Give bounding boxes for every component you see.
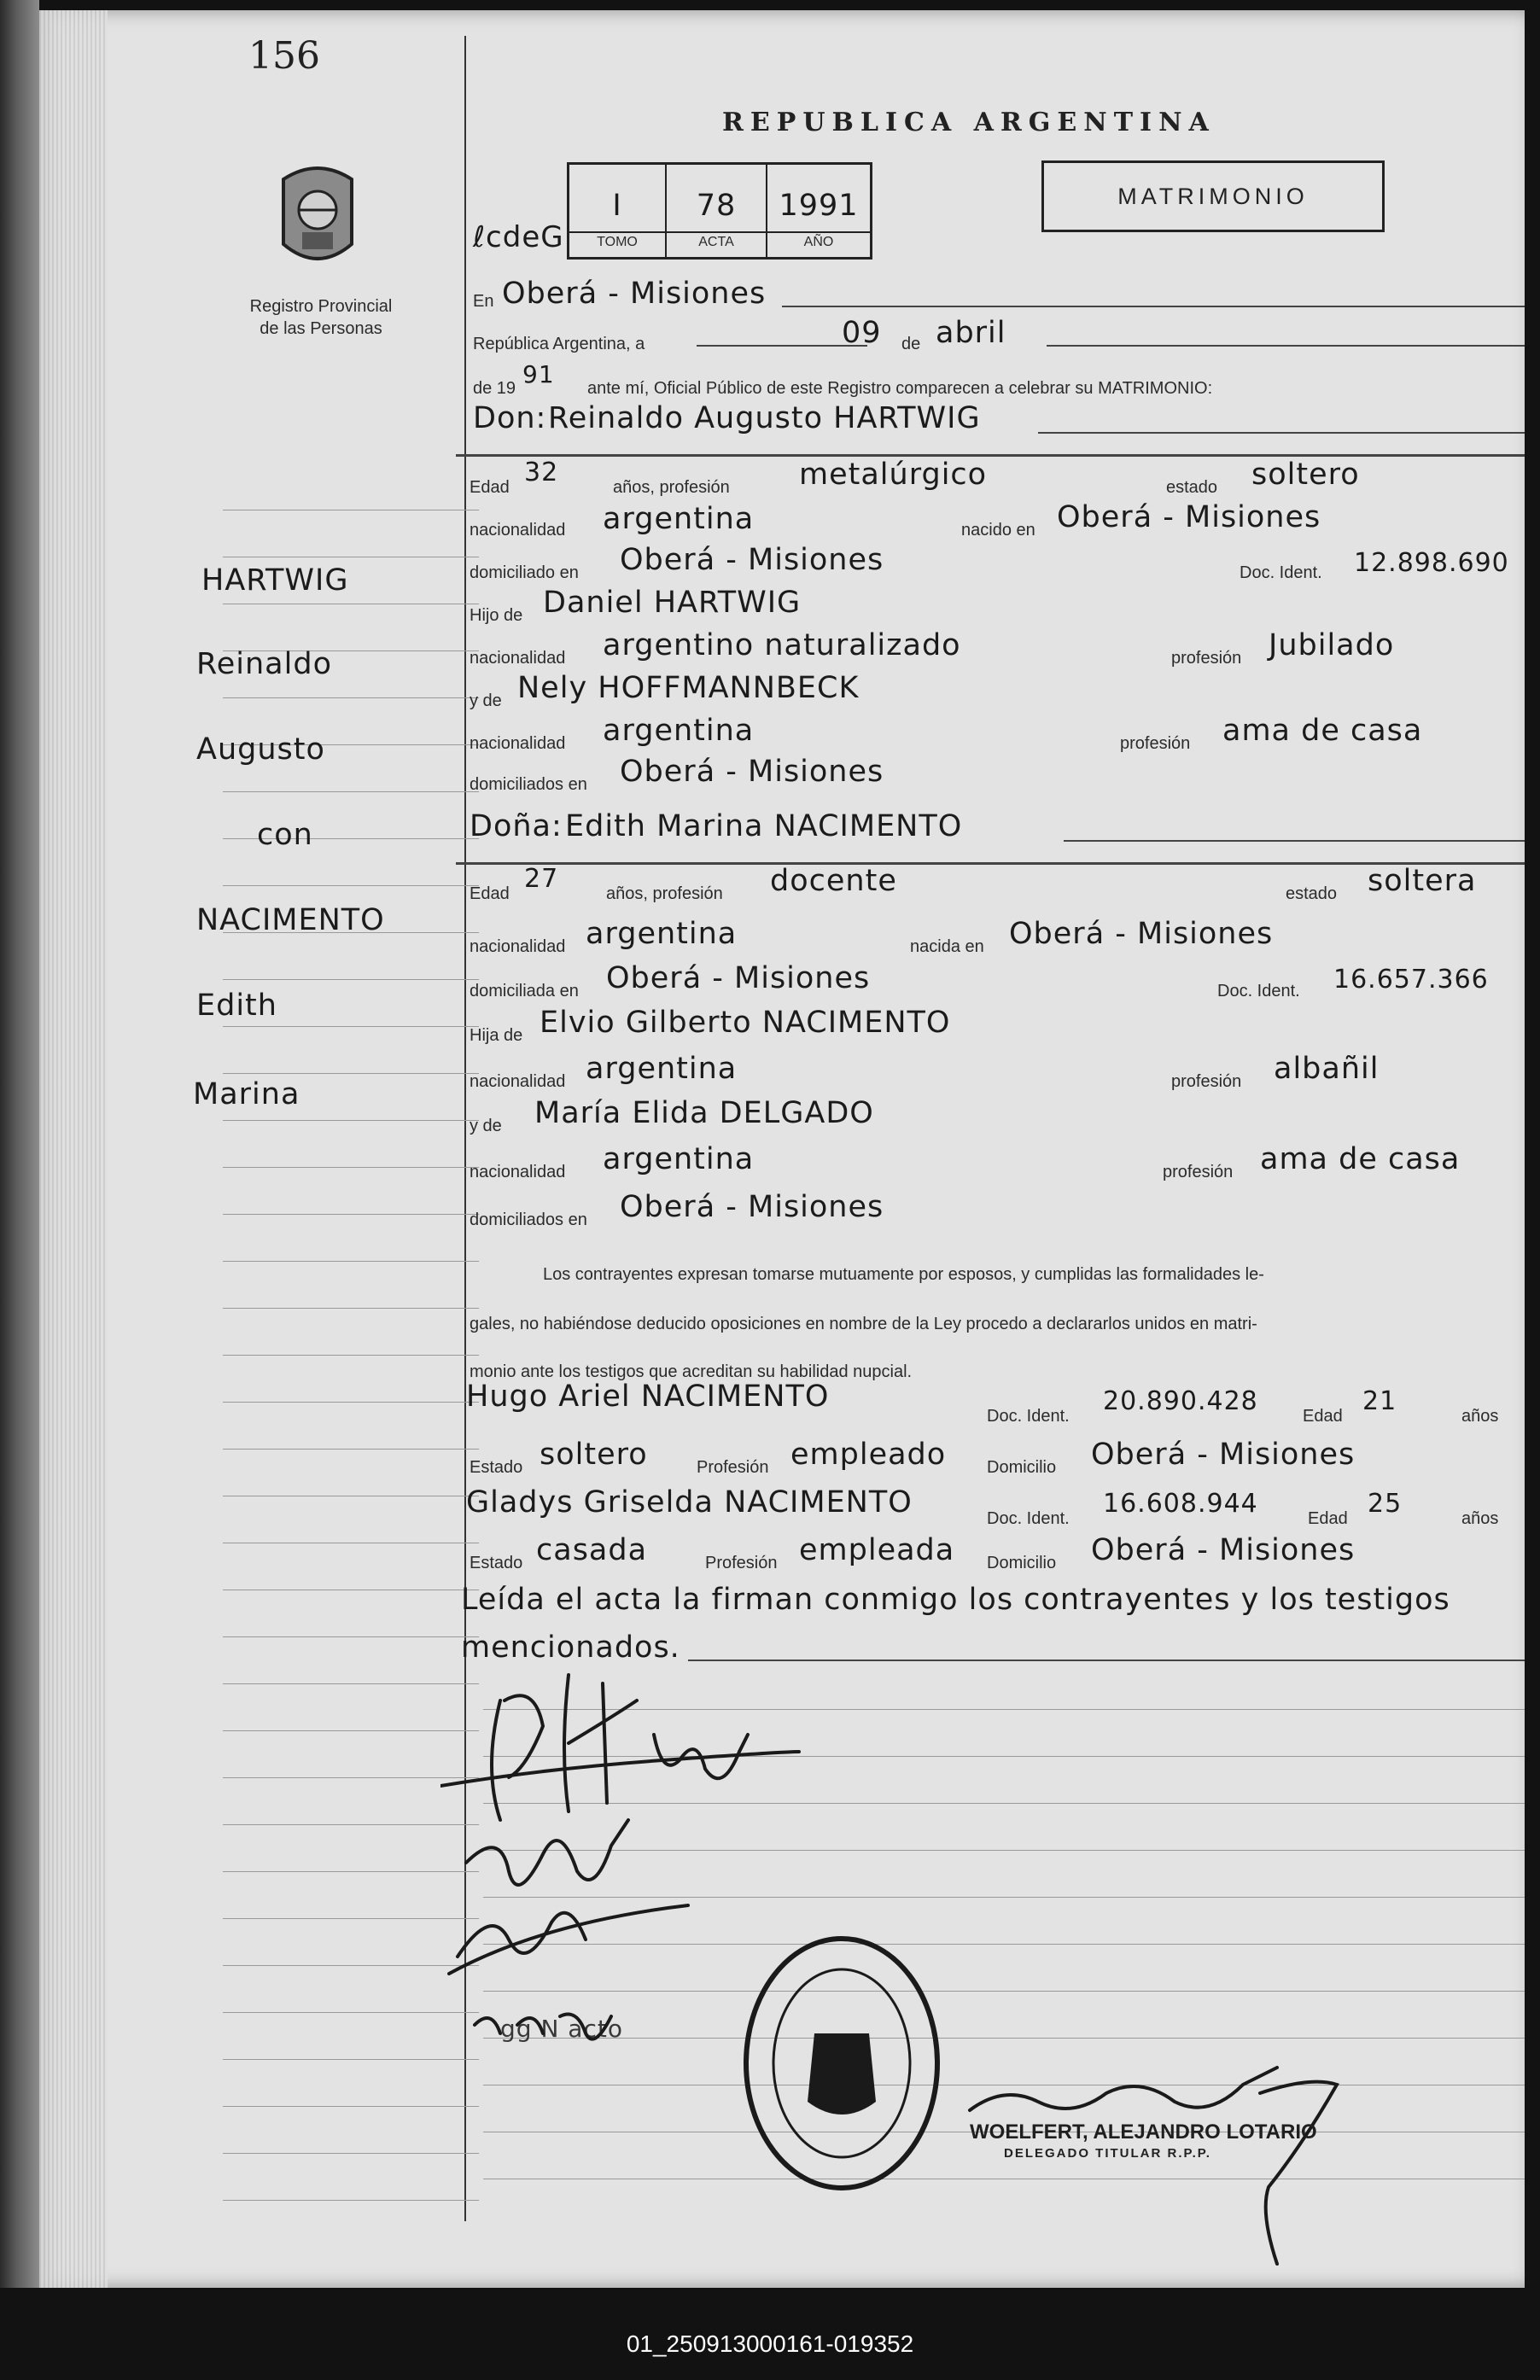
nacido-label: nacido en: [961, 521, 1035, 540]
registry-emblem: [277, 162, 359, 271]
yde-label: y de: [470, 1117, 502, 1135]
groom-mother: Nely HOFFMANNBECK: [517, 671, 860, 705]
anos-label: años: [1461, 1509, 1499, 1528]
reference-note: ℓcdeG: [473, 220, 564, 254]
bride-name: Edith Marina NACIMENTO: [565, 809, 963, 843]
domiciliada-label: domiciliada en: [470, 982, 579, 1000]
don-label: Don:: [473, 401, 547, 435]
witness2-profesion: empleada: [799, 1533, 955, 1567]
intro-day: 09: [842, 316, 882, 350]
margin-note: HARTWIG: [201, 563, 349, 598]
yde-label: y de: [470, 691, 502, 710]
groom-mother-prof: ama de casa: [1222, 714, 1423, 748]
hija-label: Hija de: [470, 1026, 523, 1045]
intro-place: Oberá - Misiones: [502, 277, 767, 311]
acta-value: 78: [696, 189, 737, 223]
de-label: de: [901, 335, 921, 353]
registry-seal: [739, 1931, 944, 2196]
margin-note: Edith: [196, 989, 277, 1023]
margin-note: con: [257, 818, 313, 852]
groom-domicilio: Oberá - Misiones: [620, 543, 884, 577]
registry-number-box: [567, 162, 872, 260]
estado-label: estado: [1166, 478, 1218, 497]
anos-profesion-label: años, profesión: [613, 478, 730, 497]
declaration-line: Los contrayentes expresan tomarse mutuamente por esposos, y cumplidas las formalidades le-: [543, 1265, 1264, 1284]
witness2-edad: 25: [1368, 1489, 1403, 1519]
margin-note: Reinaldo: [196, 647, 332, 681]
profesion-label: Profesión: [705, 1554, 778, 1572]
edad-label: Edad: [470, 478, 510, 497]
witness1-domicilio: Oberá - Misiones: [1091, 1438, 1356, 1472]
intro-text: ante mí, Oficial Público de este Registro comparecen a celebrar su MATRIMONIO:: [587, 379, 1213, 398]
groom-parents-dom: Oberá - Misiones: [620, 755, 884, 789]
profesion-label: profesión: [1171, 649, 1242, 668]
margin-note: NACIMENTO: [196, 903, 385, 937]
bride-parents-dom: Oberá - Misiones: [620, 1190, 884, 1224]
witness1-doc: 20.890.428: [1103, 1386, 1258, 1416]
nacionalidad-label: nacionalidad: [470, 521, 566, 540]
en-label: En: [473, 292, 494, 311]
bride-mother-prof: ama de casa: [1260, 1142, 1461, 1176]
ledger-page: [39, 10, 1525, 2288]
witness1-name: Hugo Ariel NACIMENTO: [466, 1380, 830, 1414]
edad-label: Edad: [470, 884, 510, 903]
witness2-doc: 16.608.944: [1103, 1489, 1258, 1519]
bride-mother-nac: argentina: [603, 1142, 755, 1176]
estado-label: Estado: [470, 1554, 523, 1572]
nacionalidad-label: nacionalidad: [470, 1072, 566, 1091]
margin-note: Augusto: [196, 732, 325, 767]
estado-label: estado: [1286, 884, 1338, 903]
anos-label: años: [1461, 1407, 1499, 1426]
bride-doc: 16.657.366: [1333, 965, 1489, 995]
doc-type-box: [1041, 160, 1385, 232]
bride-father-prof: albañil: [1274, 1052, 1380, 1086]
tomo-value: I: [612, 189, 622, 223]
bride-father: Elvio Gilberto NACIMENTO: [540, 1006, 951, 1040]
profesion-label: Profesión: [697, 1458, 769, 1477]
witness1-estado: soltero: [540, 1438, 648, 1472]
groom-father-prof: Jubilado: [1269, 628, 1395, 662]
groom-father: Daniel HARTWIG: [543, 586, 802, 620]
profesion-label: profesión: [1120, 734, 1191, 753]
groom-estado: soltero: [1251, 458, 1360, 492]
acta-label: ACTA: [698, 235, 734, 249]
witness1-edad: 21: [1362, 1386, 1397, 1416]
ano-label: AÑO: [803, 235, 834, 249]
bride-mother: María Elida DELGADO: [534, 1096, 874, 1130]
officer-signature: [936, 2042, 1414, 2288]
groom-name: Reinaldo Augusto HARTWIG: [548, 401, 981, 435]
witness2-domicilio: Oberá - Misiones: [1091, 1533, 1356, 1567]
witness2-name: Gladys Griselda NACIMENTO: [466, 1485, 913, 1520]
nacionalidad-label: nacionalidad: [470, 734, 566, 753]
bride-father-nac: argentina: [586, 1052, 738, 1086]
dona-label: Doña:: [470, 809, 563, 843]
witness1-profesion: empleado: [790, 1438, 947, 1472]
domicilio-label: Domicilio: [987, 1458, 1057, 1477]
margin-note: Marina: [193, 1077, 300, 1111]
page-edges: [39, 10, 108, 2288]
tomo-label: TOMO: [597, 235, 638, 249]
doc-type: MATRIMONIO: [1117, 184, 1309, 209]
bride-estado: soltera: [1368, 864, 1477, 898]
witness2-estado: casada: [536, 1533, 648, 1567]
hijo-label: Hijo de: [470, 606, 523, 625]
declaration-line: gales, no habiéndose deducido oposiciones en nombre de la Ley procedo a declararlos unidos en matri-: [470, 1315, 1257, 1333]
year-suffix: 91: [522, 360, 555, 388]
bride-nacida: Oberá - Misiones: [1009, 917, 1274, 951]
page-number: 156: [248, 34, 320, 78]
edad-label: Edad: [1308, 1509, 1348, 1528]
intro-month: abril: [936, 316, 1006, 350]
domiciliados-label: domiciliados en: [470, 775, 587, 794]
groom-nacionalidad: argentina: [603, 502, 755, 536]
year-prefix: de 19: [473, 379, 516, 398]
bride-nacionalidad: argentina: [586, 917, 738, 951]
officer-title: DELEGADO TITULAR R.P.P.: [1004, 2146, 1211, 2161]
groom-father-nac: argentino naturalizado: [603, 628, 961, 662]
bride-profesion: docente: [770, 864, 897, 898]
nacionalidad-label: nacionalidad: [470, 649, 566, 668]
declaration-line: monio ante los testigos que acreditan su habilidad nupcial.: [470, 1362, 913, 1381]
republica-label: República Argentina, a: [473, 335, 645, 353]
doc-label: Doc. Ident.: [987, 1407, 1070, 1426]
doc-label: Doc. Ident.: [987, 1509, 1070, 1528]
closing-line: mencionados.: [461, 1630, 680, 1665]
bride-domicilio: Oberá - Misiones: [606, 961, 871, 995]
groom-mother-nac: argentina: [603, 714, 755, 748]
country-title: REPUBLICA ARGENTINA: [722, 108, 1216, 137]
groom-doc: 12.898.690: [1354, 548, 1509, 578]
domiciliado-label: domiciliado en: [470, 563, 579, 582]
signature-note: gg N acto: [500, 2015, 623, 2043]
estado-label: Estado: [470, 1458, 523, 1477]
book-spine: [0, 0, 39, 2288]
bride-edad: 27: [524, 864, 559, 894]
profesion-label: profesión: [1163, 1163, 1234, 1181]
closing-line: Leída el acta la firman conmigo los contrayentes y los testigos: [461, 1583, 1450, 1617]
image-id-caption: 01_250913000161-019352: [626, 2330, 914, 2357]
doc-label: Doc. Ident.: [1240, 563, 1322, 582]
domicilio-label: Domicilio: [987, 1554, 1057, 1572]
anos-profesion-label: años, profesión: [606, 884, 723, 903]
doc-label: Doc. Ident.: [1217, 982, 1300, 1000]
profesion-label: profesión: [1171, 1072, 1242, 1091]
nacionalidad-label: nacionalidad: [470, 937, 566, 956]
officer-name: WOELFERT, ALEJANDRO LOTARIO: [970, 2120, 1317, 2144]
groom-profesion: metalúrgico: [799, 458, 988, 492]
nacionalidad-label: nacionalidad: [470, 1163, 566, 1181]
groom-edad: 32: [524, 458, 559, 487]
edad-label: Edad: [1303, 1407, 1343, 1426]
nacida-label: nacida en: [910, 937, 984, 956]
registry-label: Registro Provincial de las Personas: [249, 297, 393, 338]
groom-nacido: Oberá - Misiones: [1057, 500, 1321, 534]
ano-value: 1991: [779, 189, 859, 223]
domiciliados-label: domiciliados en: [470, 1210, 587, 1229]
